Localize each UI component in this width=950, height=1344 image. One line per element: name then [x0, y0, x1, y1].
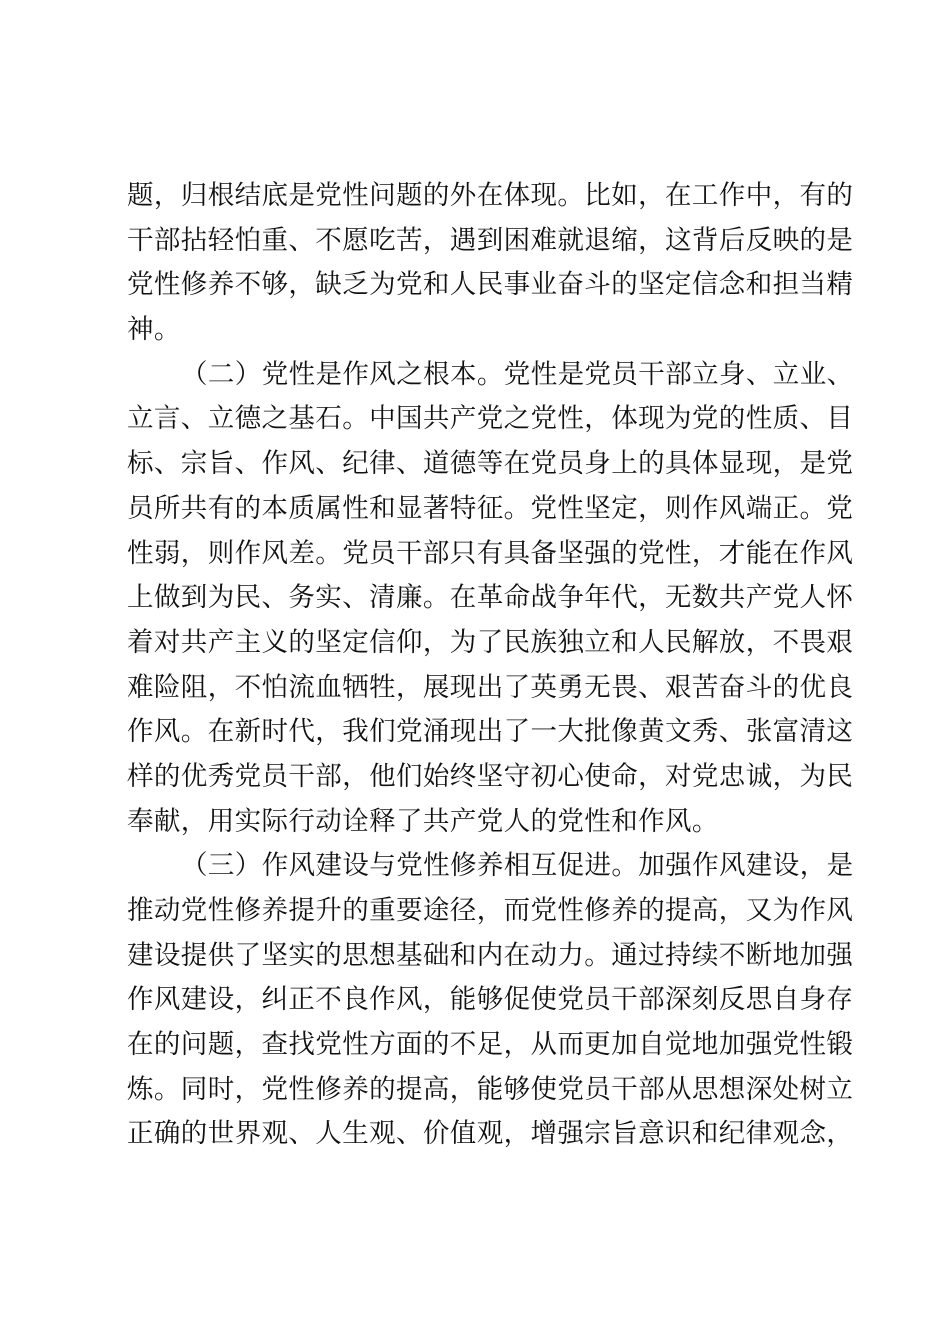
text-line: 着对共产主义的坚定信仰，为了民族独立和人民解放，不畏艰 [127, 626, 854, 658]
body-text [127, 174, 854, 1157]
text-line: 推动党性修养提升的重要途径，而党性修养的提高，又为作风 [127, 895, 854, 926]
text-line: 党性修养不够，缺乏为党和人民事业奋斗的坚定信念和担当精 [127, 269, 854, 301]
text-line: 立言、立德之基石。中国共产党之党性，体现为党的性质、目 [127, 403, 854, 435]
text-line: 干部拈轻怕重、不愿吃苦，遇到困难就退缩，这背后反映的是 [127, 224, 854, 256]
text-line: 员所共有的本质属性和显著特征。党性坚定，则作风端正。党 [127, 492, 854, 524]
text-line: 建设提供了坚实的思想基础和内在动力。通过持续不断地加强 [127, 939, 854, 971]
text-line: 上做到为民、务实、清廉。在革命战争年代，无数共产党人怀 [127, 582, 854, 614]
text-line: 样的优秀党员干部，他们始终坚守初心使命，对党忠诚，为民 [127, 760, 854, 792]
section-heading-line: （二）党性是作风之根本。党性是党员干部立身、立业、 [181, 358, 854, 390]
text-line: 标、宗旨、作风、纪律、道德等在党员身上的具体显现，是党 [127, 448, 854, 480]
text-line: 性弱，则作风差。党员干部只有具备坚强的党性，才能在作风 [127, 537, 854, 569]
text-line: 神。 [127, 314, 181, 346]
text-line: 作风。在新时代，我们党涌现出了一大批像黄文秀、张富清这 [127, 716, 854, 748]
text-line: 作风建设，纠正不良作风，能够促使党员干部深刻反思自身存 [127, 984, 854, 1016]
text-line: 奉献，用实际行动诠释了共产党人的党性和作风。 [127, 805, 719, 837]
text-line: 难险阻，不怕流血牺牲，展现出了英勇无畏、艰苦奋斗的优良 [127, 671, 854, 703]
text-line: 在的问题，查找党性方面的不足，从而更加自觉地加强党性锻 [127, 1029, 854, 1061]
text-line: 题，归根结底是党性问题的外在体现。比如，在工作中，有的 [127, 180, 854, 211]
text-line: 炼。同时，党性修养的提高，能够使党员干部从思想深处树立 [127, 1073, 854, 1105]
text-line: 正确的世界观、人生观、价值观，增强宗旨意识和纪律观念， [127, 1118, 854, 1150]
section-heading-line: （三）作风建设与党性修养相互促进。加强作风建设，是 [181, 850, 854, 882]
